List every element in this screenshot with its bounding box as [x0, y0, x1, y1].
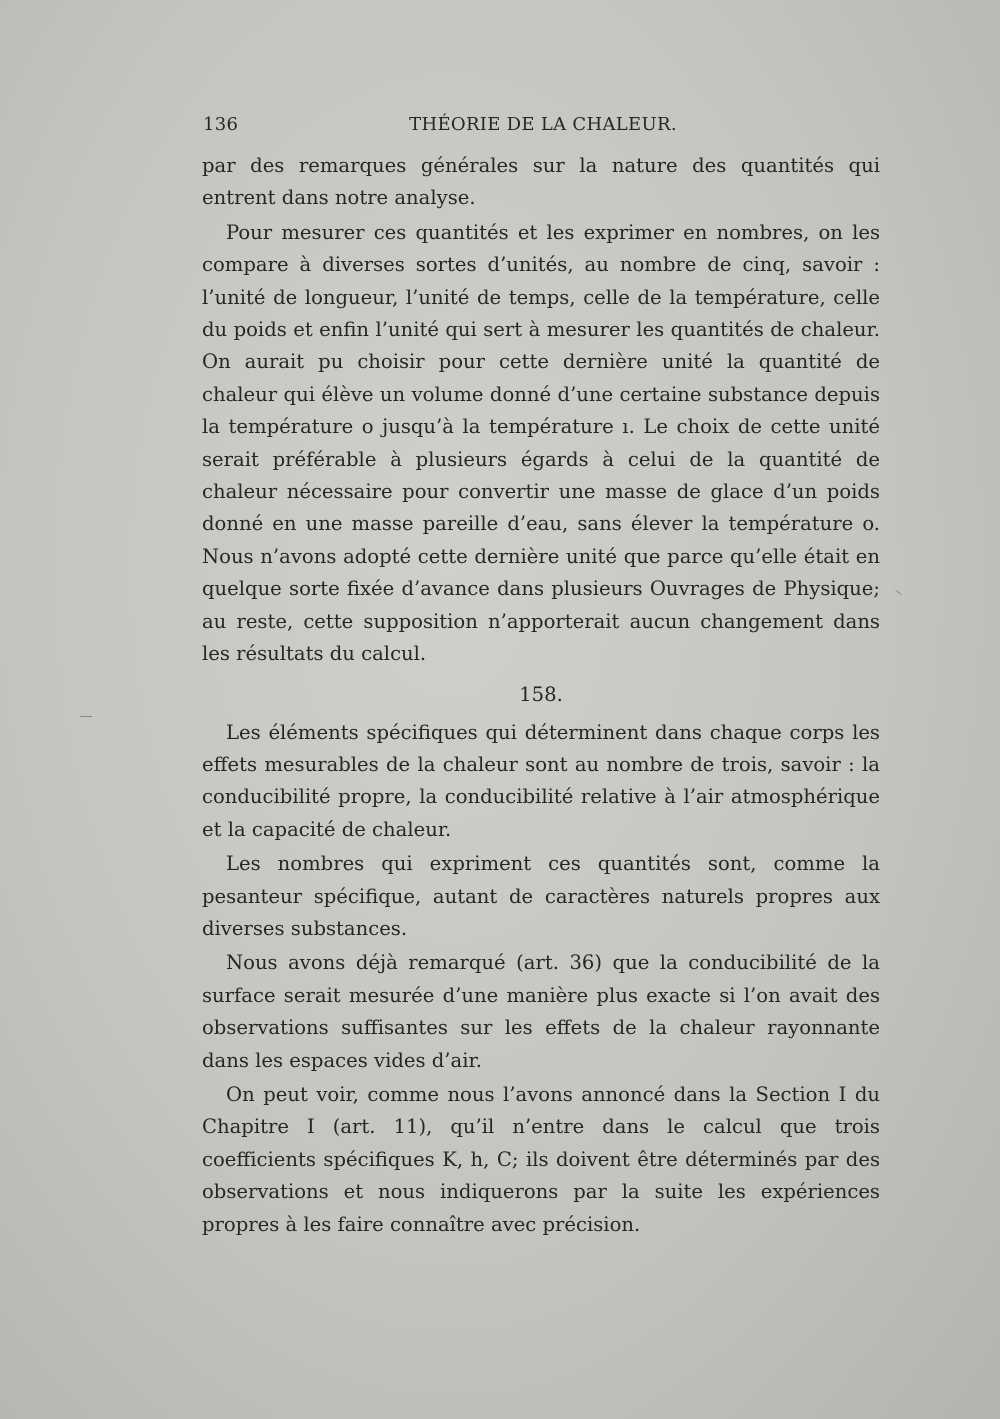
- paragraph-specific-elements: Les éléments spécifiques qui déterminent dans chaque corps les effets mesurables de la chaleur sont au nombre de trois, savoir : la conducibilité propre, la conducibilité relative à l’air atmosphérique et la capacité de chaleur.: [202, 720, 880, 841]
- page-number: 136: [203, 114, 239, 135]
- article-number: 158.: [519, 682, 563, 706]
- margin-mark: [895, 590, 901, 595]
- paragraph-coefficients: On peut voir, comme nous l’avons annoncé dans la Section I du Chapitre I (art. 11), qu’il n’entre dans le calcul que trois coefficients spécifiques K, h, C; ils doivent être déterminés par des observations et nous indiquerons par la suite les expériences propres à les faire connaître avec précision.: [202, 1082, 880, 1236]
- paragraph-continuation: par des remarques générales sur la nature des quantités qui entrent dans notre analyse.: [202, 154, 880, 210]
- running-head: [203, 114, 883, 140]
- paragraph-surface-conducibility: Nous avons déjà remarqué (art. 36) que la conducibilité de la surface serait mesurée d’une manière plus exacte si l’on avait des observations suffisantes sur les effets de la chaleur rayonnante dans les espaces vides d’air.: [202, 951, 880, 1072]
- running-title: THÉORIE DE LA CHALEUR.: [409, 114, 677, 135]
- paragraph-numbers: Les nombres qui expriment ces quantités sont, comme la pesanteur spécifique, autant de caractères naturels propres aux diverses substances.: [202, 852, 880, 940]
- margin-mark: [80, 716, 92, 717]
- paragraph-units: Pour mesurer ces quantités et les exprimer en nombres, on les compare à diverses sortes d’unités, au nombre de cinq, savoir : l’unité de longueur, l’unité de temps, celle de la température, celle du poids et enfin l’unité qui sert à mesurer les quantités de chaleur. On aurait pu choisir pour cette dernière unité la quantité de chaleur qui élève un volume donné d’une certaine substance depuis la température o jusqu’à la température ı. Le choix de cette unité serait préférable à plusieurs égards à celui de la quantité de chaleur nécessaire pour convertir une masse de glace d’un poids donné en une masse pareille d’eau, sans élever la température o. Nous n’avons adopté cette dernière unité que parce qu’elle était en quelque sorte fixée d’avance dans plusieurs Ouvrages de Physique; au reste, cette supposition n’apporterait aucun changement dans les résultats du calcul.: [202, 220, 880, 666]
- page-body: [202, 150, 880, 1241]
